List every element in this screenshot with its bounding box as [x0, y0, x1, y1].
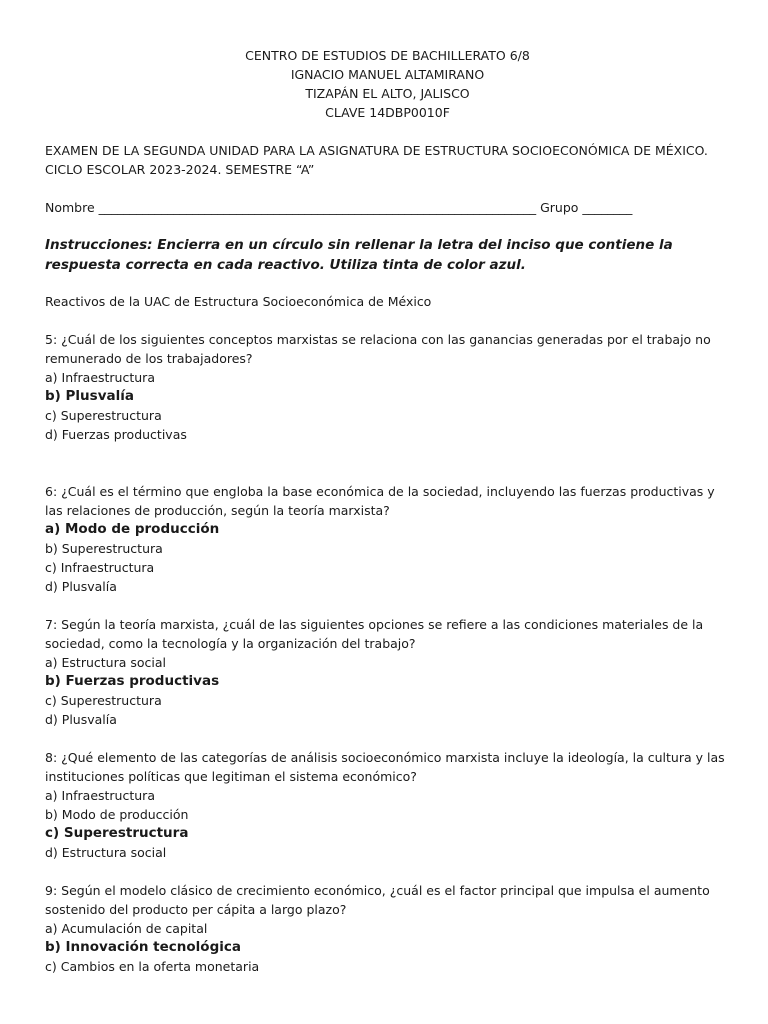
option-c: c) Cambios en la oferta monetaria	[45, 959, 260, 974]
option-a-correct: a) Modo de producción	[45, 521, 220, 537]
option-d: d) Plusvalía	[45, 712, 117, 727]
option-b-correct: b) Innovación tecnológica	[45, 939, 241, 955]
option-b: b) Superestructura	[45, 541, 163, 556]
option-c: c) Superestructura	[45, 693, 162, 708]
question-9	[45, 881, 730, 976]
option-b: b) Modo de producción	[45, 807, 189, 822]
question-text: 8: ¿Qué elemento de las categorías de análisis socioeconómico marxista incluye la ideología, la cultura y las instituciones políticas que legitiman el sistema económico?	[45, 750, 725, 784]
question-text: 7: Según la teoría marxista, ¿cuál de las siguientes opciones se refiere a las condiciones materiales de la sociedad, como la tecnología y la organización del trabajo?	[45, 617, 704, 651]
option-a: a) Acumulación de capital	[45, 921, 208, 936]
question-text: 5: ¿Cuál de los siguientes conceptos marxistas se relaciona con las ganancias generadas por el trabajo no remunerado de los trabajadores?	[45, 332, 711, 366]
header-location: TIZAPÁN EL ALTO, JALISCO	[305, 86, 470, 101]
document-content	[45, 46, 730, 976]
question-text: 9: Según el modelo clásico de crecimiento económico, ¿cuál es el factor principal que impulsa el aumento sostenido del producto per cápita a largo plazo?	[45, 883, 710, 917]
header-key: CLAVE 14DBP0010F	[325, 105, 450, 120]
question-8	[45, 748, 730, 862]
section-subtitle: Reactivos de la UAC de Estructura Socioeconómica de México	[45, 294, 432, 309]
option-a: a) Infraestructura	[45, 370, 155, 385]
header-school-honoree: IGNACIO MANUEL ALTAMIRANO	[290, 67, 485, 82]
option-d: d) Fuerzas productivas	[45, 427, 187, 442]
option-a: a) Infraestructura	[45, 788, 155, 803]
option-b-correct: b) Fuerzas productivas	[45, 673, 220, 689]
option-a: a) Estructura social	[45, 655, 166, 670]
instructions: Instrucciones: Encierra en un círculo sin rellenar la letra del inciso que contiene la respuesta correcta en cada reactivo. Utiliza tinta de color azul.	[45, 237, 673, 273]
option-d: d) Estructura social	[45, 845, 167, 860]
option-c: c) Superestructura	[45, 408, 162, 423]
school-header	[45, 46, 730, 122]
option-c: c) Infraestructura	[45, 560, 155, 575]
exam-cycle: CICLO ESCOLAR 2023-2024. SEMESTRE “A”	[45, 162, 315, 177]
question-5	[45, 330, 730, 444]
option-d: d) Plusvalía	[45, 579, 117, 594]
header-school-name: CENTRO DE ESTUDIOS DE BACHILLERATO 6/8	[245, 48, 530, 63]
question-text: 6: ¿Cuál es el término que engloba la base económica de la sociedad, incluyendo las fuerzas productivas y las relaciones de producción, según la teoría marxista?	[45, 484, 715, 518]
exam-title: EXAMEN DE LA SEGUNDA UNIDAD PARA LA ASIGNATURA DE ESTRUCTURA SOCIOECONÓMICA DE MÉXICO.	[45, 143, 708, 158]
name-group-line: Nombre ______________________________________________________________________ Grupo ________	[45, 200, 633, 215]
option-b-correct: b) Plusvalía	[45, 388, 134, 404]
question-7	[45, 615, 730, 729]
question-6	[45, 482, 730, 596]
option-c-correct: c) Superestructura	[45, 825, 189, 841]
